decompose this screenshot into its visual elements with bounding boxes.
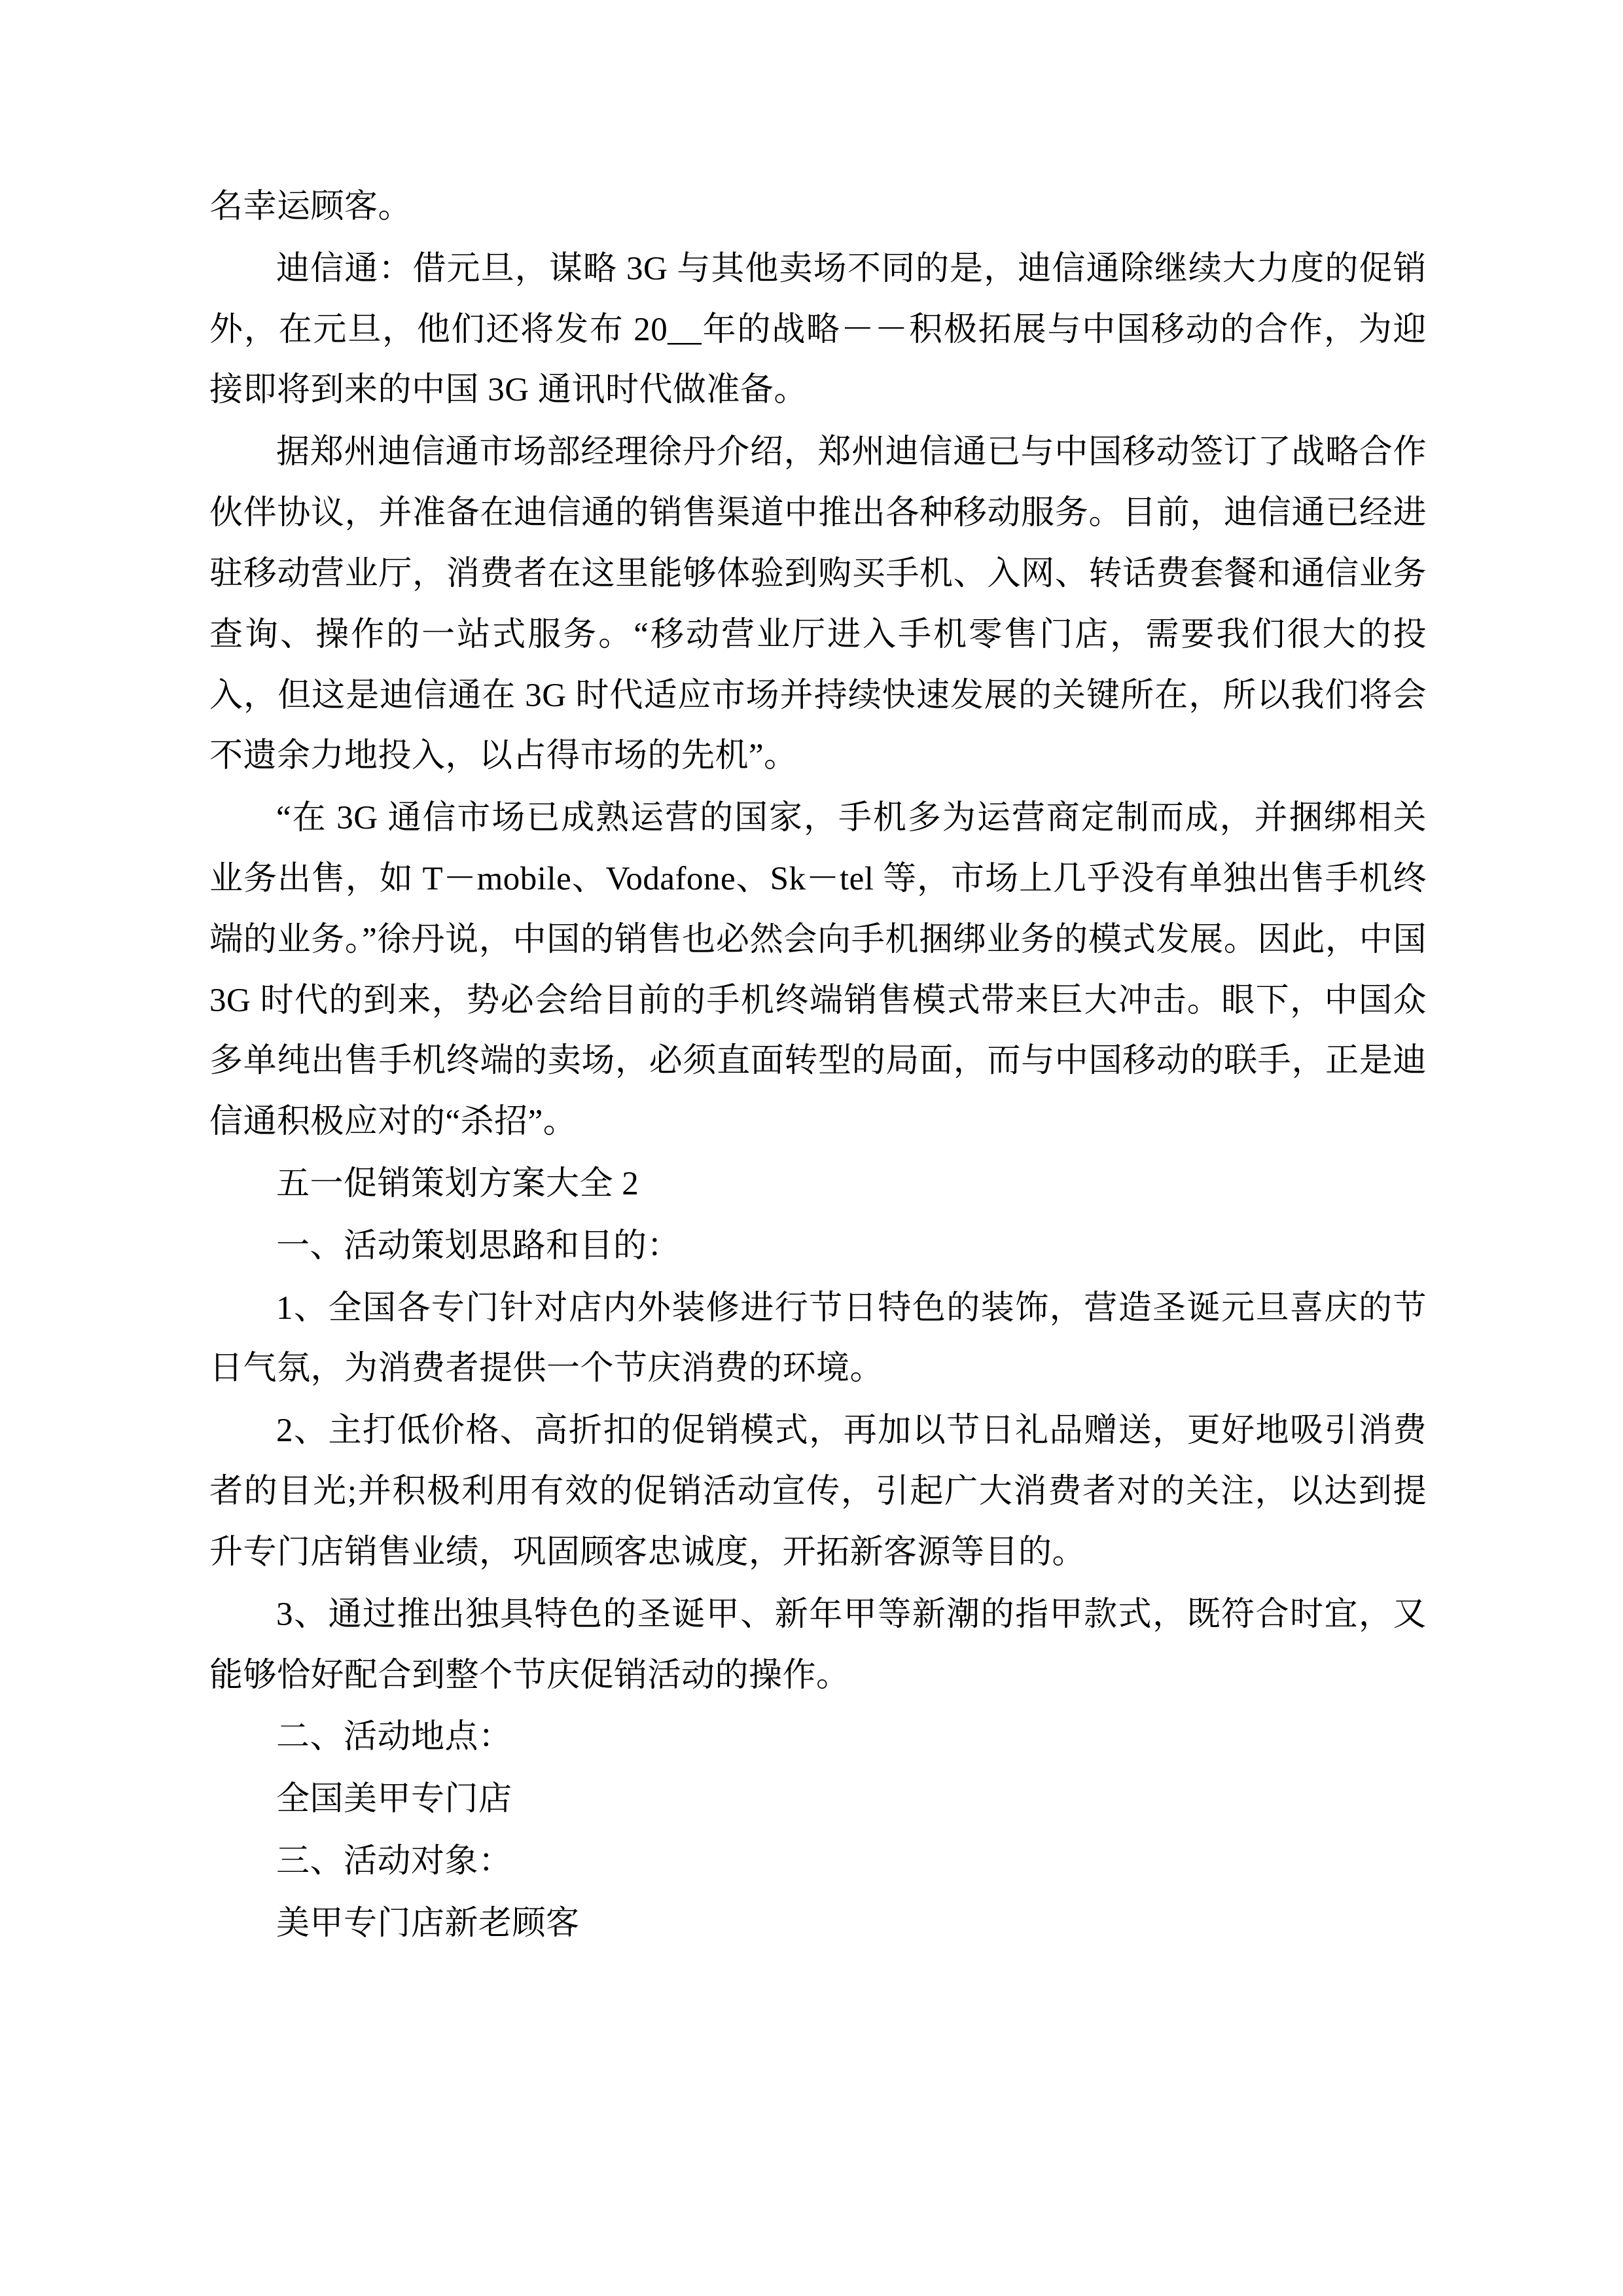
paragraph: 2、主打低价格、高折扣的促销模式，再加以节日礼品赠送，更好地吸引消费者的目光;并积极利用有效的促销活动宣传，引起广大消费者对的关注，以达到提升专门店销售业绩，巩固顾客忠诚度，开拓新客源等目的。: [209, 1412, 1427, 1571]
paragraph: 三、活动对象：: [276, 1842, 512, 1880]
section-heading: 五一促销策划方案大全 2: [276, 1166, 639, 1202]
paragraph: 迪信通：借元旦，谋略 3G 与其他卖场不同的是，迪信通除继续大力度的促销外，在元旦，他们还将发布 20__年的战略－－积极拓展与中国移动的合作，为迎接即将到来的中国 3G 通讯时代做准备。: [209, 250, 1427, 409]
paragraph: 名幸运顾客。: [209, 188, 412, 225]
paragraph: 美甲专门店新老顾客: [276, 1905, 580, 1942]
paragraph: 一、活动策划思路和目的：: [276, 1227, 681, 1265]
paragraph: 3、通过推出独具特色的圣诞甲、新年甲等新潮的指甲款式，既符合时宜，又能够恰好配合到整个节庆促销活动的操作。: [209, 1596, 1427, 1694]
paragraph: “在 3G 通信市场已成熟运营的国家，手机多为运营商定制而成，并捆绑相关业务出售，如 T－mobile、Vodafone、Sk－tel 等，市场上几乎没有单独出售手机终端的业务。”徐丹说，中国的销售也必然会向手机捆绑业务的模式发展。因此，中国 3G 时代的到来，势必会给目前的手机终端销售模式带来巨大冲击。眼下，中国众多单纯出售手机终端的卖场，必须直面转型的局面，而与中国移动的联手，正是迪信通积极应对的“杀招”。: [209, 800, 1427, 1141]
paragraph: 二、活动地点：: [276, 1719, 512, 1756]
paragraph: 据郑州迪信通市场部经理徐丹介绍，郑州迪信通已与中国移动签订了战略合作伙伴协议，并准备在迪信通的销售渠道中推出各种移动服务。目前，迪信通已经进驻移动营业厅，消费者在这里能够体验到购买手机、入网、转话费套餐和通信业务查询、操作的一站式服务。“移动营业厅进入手机零售门店，需要我们很大的投入，但这是迪信通在 3G 时代适应市场并持续快速发展的关键所在，所以我们将会不遗余力地投入，以占得市场的先机”。: [209, 434, 1427, 775]
document-body: [209, 177, 1427, 1954]
paragraph: 1、全国各专门针对店内外装修进行节日特色的装饰，营造圣诞元旦喜庆的节日气氛，为消费者提供一个节庆消费的环境。: [209, 1289, 1427, 1388]
paragraph: 全国美甲专门店: [276, 1781, 512, 1818]
